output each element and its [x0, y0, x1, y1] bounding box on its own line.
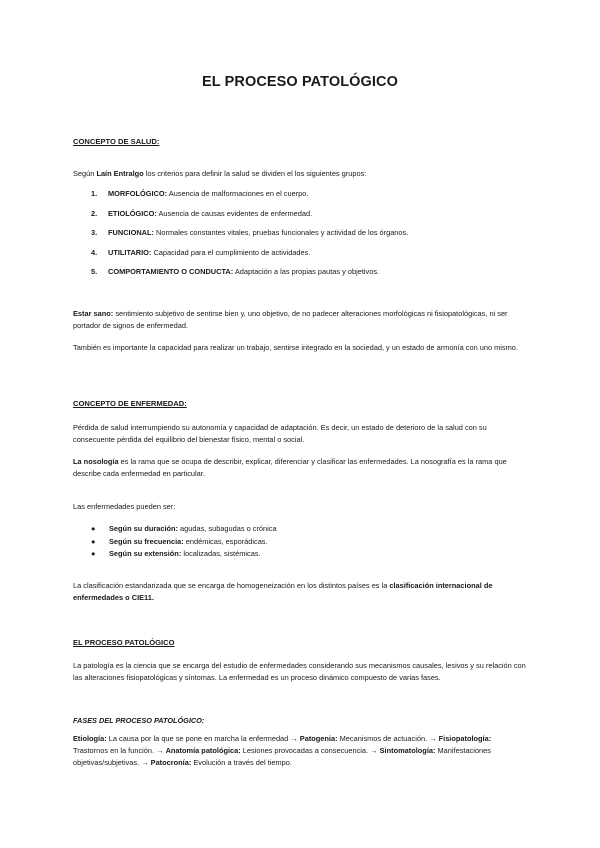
- estar-sano-term: Estar sano:: [73, 309, 114, 318]
- criterion-term: COMPORTAMIENTO O CONDUCTA:: [108, 267, 234, 276]
- fase-desc: Manifestaciones objetivas/subjetivas. →: [73, 745, 491, 767]
- criterion-desc: Ausencia de causas evidentes de enfermedad.: [156, 208, 313, 218]
- type-term: Según su extensión:: [109, 549, 182, 558]
- salud-intro: [73, 168, 528, 180]
- list-number: 1.: [91, 189, 98, 198]
- list-number: 5.: [91, 267, 98, 276]
- fase-term: Fisiopatología:: [438, 734, 492, 743]
- list-item: [91, 266, 408, 286]
- fase-term: Patogenia:: [299, 734, 338, 743]
- list-item: [91, 536, 277, 549]
- salud-intro-author: Laín Entralgo: [96, 169, 144, 178]
- criteria-list: [91, 188, 408, 286]
- bullet-icon: ●: [91, 549, 96, 558]
- section-heading-salud: CONCEPTO DE SALUD:: [73, 137, 160, 146]
- criterion-term: FUNCIONAL:: [108, 228, 154, 237]
- list-item: [91, 188, 408, 208]
- criterion-term: MORFOLÓGICO:: [108, 189, 168, 198]
- criterion-desc: Adaptación a las propias pautas y objetivos.: [233, 267, 380, 276]
- pueden-ser-text: Las enfermedades pueden ser:: [73, 502, 176, 511]
- clasificacion-term: clasificación internacional de enfermedades o CIE11.: [73, 581, 493, 602]
- list-item: [91, 548, 277, 561]
- type-term: Según su frecuencia:: [109, 536, 184, 546]
- clasificacion-before: La clasificación estandarizada que se encarga de homogeneización en los distintos países es la: [73, 581, 390, 590]
- criterion-term: ETIOLÓGICO:: [108, 208, 157, 218]
- fase-desc: Trastornos en la función. →: [73, 745, 166, 755]
- fase-desc: Lesiones provocadas a consecuencia. →: [240, 745, 380, 755]
- fase-term: Anatomía patológica:: [165, 745, 241, 755]
- list-number: 3.: [91, 228, 98, 237]
- fase-term: Patocronía:: [150, 757, 192, 767]
- type-desc: localizadas, sistémicas.: [181, 549, 261, 558]
- nosologia-term: La nosología: [73, 457, 119, 466]
- clasificacion-paragraph: [73, 580, 528, 604]
- list-number: 2.: [91, 208, 98, 218]
- criterion-term: UTILITARIO:: [108, 247, 152, 257]
- type-term: Según su duración:: [109, 524, 178, 533]
- list-number: 4.: [91, 247, 98, 257]
- fase-desc: Evolución a través del tiempo.: [191, 757, 292, 767]
- bullet-icon: ●: [91, 536, 96, 546]
- list-item: [91, 227, 408, 247]
- section-heading-enfermedad: CONCEPTO DE ENFERMEDAD:: [73, 399, 187, 408]
- fase-term: Sintomatología:: [379, 745, 436, 755]
- nosologia-paragraph: [73, 456, 528, 480]
- salud-intro-after: los criterios para definir la salud se dividen el los siguientes grupos:: [143, 169, 367, 178]
- list-item: [91, 208, 408, 228]
- list-item: [91, 523, 277, 536]
- importante-paragraph: También es importante la capacidad para realizar un trabajo, sentirse integrado en la sociedad, y un estado de armonía con uno mismo.: [73, 343, 518, 352]
- salud-intro-before: Según: [73, 169, 97, 178]
- estar-sano-desc: sentimiento subjetivo de sentirse bien y, uno objetivo, de no padecer alteraciones morfológicas ni fisiopatológicas, ni ser portador de signos de enfermedad.: [73, 309, 508, 330]
- bullet-icon: ●: [91, 524, 96, 533]
- section-heading-proceso: EL PROCESO PATOLÓGICO: [73, 638, 175, 647]
- fase-term: Etiología:: [73, 734, 107, 743]
- criterion-desc: Normales constantes vitales, pruebas funcionales y actividad de los órganos.: [153, 228, 409, 237]
- nosologia-desc: es la rama que se ocupa de describir, explicar, diferenciar y clasificar las enfermedades. La nosografía es la rama que describe cada enfermedad en particular.: [73, 457, 507, 478]
- type-desc: agudas, subagudas o crónica: [177, 524, 277, 533]
- disease-types-list: [91, 523, 277, 561]
- document-title: EL PROCESO PATOLÓGICO: [202, 74, 398, 90]
- fases-paragraph: [73, 733, 528, 768]
- enfermedad-definition: Pérdida de salud interrumpiendo su autonomía y capacidad de adaptación. Es decir, un estado de deterioro de la salud con su consecuente pérdida del equilibrio del bienestar físico, mental o social.: [73, 423, 487, 444]
- criterion-desc: Ausencia de malformaciones en el cuerpo.: [167, 189, 309, 198]
- estar-sano-paragraph: [73, 308, 528, 332]
- type-desc: endémicas, esporádicas.: [183, 536, 268, 546]
- fase-desc: La causa por la que se pone en marcha la enfermedad →: [106, 734, 300, 743]
- list-item: [91, 247, 408, 267]
- fase-desc: Mecanismos de actuación. →: [337, 734, 439, 743]
- fases-heading: FASES DEL PROCESO PATOLÓGICO:: [73, 716, 205, 725]
- proceso-intro: La patología es la ciencia que se encarga del estudio de enfermedades considerando sus mecanismos causales, lesivos y su relación con las alteraciones fisiopatológicas y síntomas. La enfermedad es un proceso dinámico compuesto de varias fases.: [73, 661, 526, 682]
- criterion-desc: Capacidad para el cumplimiento de actividades.: [151, 247, 311, 257]
